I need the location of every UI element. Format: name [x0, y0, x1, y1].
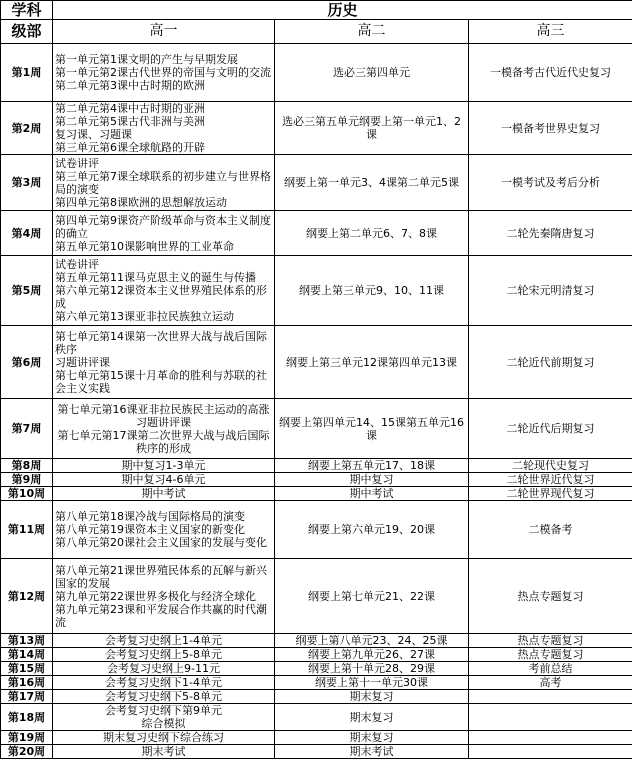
- grade-2-cell: [275, 256, 469, 326]
- table-row: [1, 731, 632, 745]
- cell-line: 试卷讲评: [55, 156, 99, 170]
- grade-1-cell: [53, 662, 275, 676]
- grade-1-cell: [53, 704, 275, 731]
- week-cell: 第10周: [1, 487, 53, 501]
- grade-2-cell: [275, 459, 469, 473]
- cell-line: 第三单元第7课全球联系的初步建立与世界格局的演变: [55, 169, 271, 196]
- grade-3-cell: [469, 745, 632, 759]
- cell-line: 纲要上第五单元17、18课: [308, 459, 435, 472]
- grade-3-cell: [469, 634, 632, 648]
- table-row: [1, 501, 632, 559]
- cell-line: 二轮近代前期复习: [506, 355, 595, 369]
- grade-3-cell: [469, 44, 632, 102]
- grade-1-cell: [53, 211, 275, 256]
- week-cell: 第9周: [1, 473, 53, 487]
- cell-line: 纲要上第十单元28、29课: [308, 662, 435, 675]
- week-cell: 第18周: [1, 704, 53, 731]
- cell-line: 二轮宋元明清复习: [506, 284, 595, 297]
- cell-line: 第一单元第2课古代世界的帝国与文明的交流: [55, 66, 271, 79]
- grade-3-cell: [469, 559, 632, 634]
- cell-line: 综合模拟: [141, 717, 186, 730]
- grade-row: [1, 20, 632, 44]
- cell-line: 习题讲评课: [55, 355, 110, 369]
- week-cell: 第1周: [1, 44, 53, 102]
- table-row: [1, 459, 632, 473]
- week-cell: 第2周: [1, 102, 53, 155]
- cell-line: 期末复习: [349, 710, 394, 724]
- grade-1-cell: [53, 102, 275, 155]
- subject-label: 学科: [1, 1, 53, 20]
- grade-1-cell: [53, 676, 275, 690]
- cell-line: 纲要上第四单元14、15课第五单元16课: [279, 415, 464, 442]
- grade-2-cell: [275, 745, 469, 759]
- grade-3-cell: [469, 102, 632, 155]
- cell-line: 第四单元第9课资产阶级革命与资本主义制度的确立: [55, 213, 271, 240]
- grade-1-cell: [53, 44, 275, 102]
- cell-line: 期末复习: [349, 731, 394, 744]
- grade-3-cell: [469, 676, 632, 690]
- grade-3-header: 高三: [469, 20, 632, 44]
- table-row: [1, 155, 632, 211]
- grade-2-cell: [275, 211, 469, 256]
- table-row: [1, 662, 632, 676]
- week-cell: 第6周: [1, 326, 53, 399]
- week-cell: 第5周: [1, 256, 53, 326]
- schedule-body: [1, 44, 632, 759]
- cell-line: 纲要上第八单元23、24、25课: [295, 634, 448, 647]
- grade-3-cell: [469, 473, 632, 487]
- cell-line: 第六单元第13课亚非拉民族独立运动: [55, 310, 234, 323]
- table-row: [1, 559, 632, 634]
- week-cell: 第8周: [1, 459, 53, 473]
- cell-line: 会考复习史纲下5-8单元: [105, 690, 222, 703]
- cell-line: 二轮先秦隋唐复习: [506, 226, 595, 240]
- grade-3-cell: [469, 704, 632, 731]
- cell-line: 热点专题复习: [517, 589, 584, 603]
- grade-1-cell: [53, 634, 275, 648]
- cell-line: 会考复习史纲上5-8单元: [105, 648, 222, 661]
- grade-1-cell: [53, 459, 275, 473]
- grade-2-cell: [275, 44, 469, 102]
- grade-3-cell: [469, 399, 632, 459]
- cell-line: 复习课、习题课: [55, 128, 132, 141]
- grade-2-cell: [275, 399, 469, 459]
- cell-line: 二轮世界现代复习: [506, 487, 595, 500]
- grade-3-cell: [469, 501, 632, 559]
- week-cell: 第4周: [1, 211, 53, 256]
- week-cell: 第15周: [1, 662, 53, 676]
- cell-line: 第六单元第12课资本主义世界殖民体系的形成: [55, 284, 267, 310]
- cell-line: 第九单元第22课世界多极化与经济全球化: [55, 589, 256, 603]
- grade-1-cell: [53, 487, 275, 501]
- table-row: [1, 256, 632, 326]
- table-row: [1, 690, 632, 704]
- cell-line: 期末复习史纲下综合练习: [103, 731, 224, 744]
- grade-2-cell: [275, 559, 469, 634]
- cell-line: 纲要上第六单元19、20课: [308, 523, 435, 536]
- cell-line: 期末考试: [141, 745, 186, 758]
- cell-line: 会考复习史纲下第9单元: [105, 704, 222, 717]
- grade-1-cell: [53, 326, 275, 399]
- cell-line: 期中复习1-3单元: [121, 459, 206, 472]
- table-row: [1, 745, 632, 759]
- week-cell: 第7周: [1, 399, 53, 459]
- week-cell: 第20周: [1, 745, 53, 759]
- grade-3-cell: [469, 648, 632, 662]
- table-row: [1, 634, 632, 648]
- grade-2-cell: [275, 501, 469, 559]
- grade-3-cell: [469, 459, 632, 473]
- cell-line: 第八单元第19课资本主义国家的新变化: [55, 523, 245, 536]
- cell-line: 二模备考: [528, 523, 573, 536]
- grade-1-cell: [53, 648, 275, 662]
- grade-1-cell: [53, 690, 275, 704]
- cell-line: 纲要上第九单元26、27课: [308, 648, 435, 661]
- cell-line: 期末复习: [349, 690, 394, 703]
- cell-line: 纲要上第七单元21、22课: [308, 589, 435, 603]
- cell-line: 考前总结: [528, 662, 573, 675]
- grade-3-cell: [469, 487, 632, 501]
- cell-line: 纲要上第一单元3、4课第二单元5课: [284, 176, 459, 189]
- grade-2-cell: [275, 634, 469, 648]
- cell-line: 第一单元第1课文明的产生与早期发展: [55, 53, 238, 66]
- cell-line: 二轮现代史复习: [512, 459, 589, 472]
- table-row: [1, 473, 632, 487]
- week-cell: 第17周: [1, 690, 53, 704]
- grade-1-cell: [53, 473, 275, 487]
- cell-line: 一模备考世界史复习: [501, 121, 600, 135]
- grade-2-cell: [275, 704, 469, 731]
- grade-3-cell: [469, 662, 632, 676]
- week-cell: 第14周: [1, 648, 53, 662]
- table-row: [1, 676, 632, 690]
- grade-2-header: 高二: [275, 20, 469, 44]
- cell-line: 习题讲评课: [136, 415, 191, 429]
- grade-2-cell: [275, 155, 469, 211]
- cell-line: 第七单元第14课第一次世界大战与战后国际秩序: [55, 329, 267, 356]
- grade-3-cell: [469, 155, 632, 211]
- cell-line: 一模考试及考后分析: [501, 176, 600, 189]
- cell-line: 纲要上第三单元9、10、11课: [299, 284, 444, 297]
- table-row: [1, 648, 632, 662]
- week-cell: 第19周: [1, 731, 53, 745]
- grade-1-cell: [53, 256, 275, 326]
- grade-3-cell: [469, 326, 632, 399]
- cell-line: 期中复习4-6单元: [121, 473, 206, 486]
- table-row: [1, 326, 632, 399]
- table-row: [1, 487, 632, 501]
- cell-line: 纲要上第二单元6、7、8课: [306, 226, 437, 240]
- cell-line: 第二单元第5课古代非洲与美洲: [55, 115, 205, 128]
- grade-3-cell: [469, 731, 632, 745]
- cell-line: 第七单元第16课亚非拉民族民主运动的高涨: [57, 402, 270, 416]
- cell-line: 纲要上第十一单元30课: [315, 676, 428, 689]
- table-row: [1, 399, 632, 459]
- grade-label: 级部: [1, 20, 53, 44]
- cell-line: 试卷讲评: [55, 258, 99, 271]
- cell-line: 期中考试: [141, 487, 186, 500]
- grade-2-cell: [275, 676, 469, 690]
- cell-line: 期末考试: [349, 745, 394, 758]
- grade-1-cell: [53, 155, 275, 211]
- cell-line: 第四单元第8课欧洲的思想解放运动: [55, 195, 227, 209]
- table-row: [1, 211, 632, 256]
- cell-line: 第九单元第23课和平发展合作共赢的时代潮流: [55, 602, 267, 629]
- grade-2-cell: [275, 487, 469, 501]
- grade-1-cell: [53, 731, 275, 745]
- cell-line: 第五单元第10课影响世界的工业革命: [55, 239, 234, 253]
- grade-2-cell: [275, 102, 469, 155]
- table-row: [1, 44, 632, 102]
- week-cell: 第13周: [1, 634, 53, 648]
- cell-line: 第二单元第3课中古时期的欧洲: [55, 79, 205, 92]
- grade-2-cell: [275, 690, 469, 704]
- week-cell: 第12周: [1, 559, 53, 634]
- cell-line: 一模备考古代近代史复习: [490, 66, 611, 79]
- cell-line: 选必三第五单元纲要上第一单元1、2课: [282, 115, 461, 141]
- cell-line: 第七单元第17课第二次世界大战与战后国际秩序的形成: [57, 428, 270, 455]
- cell-line: 热点专题复习: [517, 648, 584, 661]
- cell-line: 第八单元第20课社会主义国家的发展与变化: [55, 536, 267, 549]
- table-row: [1, 102, 632, 155]
- cell-line: 会考复习史纲上9-11元: [107, 662, 220, 675]
- cell-line: 第二单元第4课中古时期的亚洲: [55, 102, 205, 115]
- grade-1-header: 高一: [53, 20, 275, 44]
- grade-2-cell: [275, 648, 469, 662]
- grade-3-cell: [469, 256, 632, 326]
- cell-line: 第五单元第11课马克思主义的诞生与传播: [55, 271, 256, 284]
- table-row: [1, 704, 632, 731]
- cell-line: 二轮近代后期复习: [506, 422, 595, 435]
- grade-3-cell: [469, 211, 632, 256]
- cell-line: 纲要上第三单元12课第四单元13课: [286, 355, 457, 369]
- grade-2-cell: [275, 731, 469, 745]
- grade-1-cell: [53, 399, 275, 459]
- cell-line: 期中复习: [349, 473, 394, 486]
- grade-2-cell: [275, 473, 469, 487]
- cell-line: 热点专题复习: [517, 634, 584, 647]
- cell-line: 二轮世界近代复习: [506, 473, 595, 486]
- grade-3-cell: [469, 690, 632, 704]
- week-cell: 第11周: [1, 501, 53, 559]
- grade-2-cell: [275, 326, 469, 399]
- cell-line: 高考: [539, 676, 562, 689]
- cell-line: 第七单元第15课十月革命的胜利与苏联的社会主义实践: [55, 368, 267, 395]
- subject-value: 历史: [53, 1, 632, 20]
- cell-line: 第八单元第21课世界殖民体系的瓦解与新兴国家的发展: [55, 563, 267, 590]
- grade-1-cell: [53, 501, 275, 559]
- subject-row: [1, 1, 632, 20]
- cell-line: 第三单元第6课全球航路的开辟: [55, 141, 205, 154]
- grade-2-cell: [275, 662, 469, 676]
- cell-line: 选必三第四单元: [333, 66, 410, 79]
- week-cell: 第16周: [1, 676, 53, 690]
- cell-line: 期中考试: [349, 487, 394, 500]
- grade-1-cell: [53, 559, 275, 634]
- cell-line: 会考复习史纲上1-4单元: [105, 634, 222, 647]
- cell-line: 会考复习史纲下1-4单元: [105, 676, 222, 689]
- week-cell: 第3周: [1, 155, 53, 211]
- cell-line: 第八单元第18课冷战与国际格局的演变: [55, 510, 245, 523]
- grade-1-cell: [53, 745, 275, 759]
